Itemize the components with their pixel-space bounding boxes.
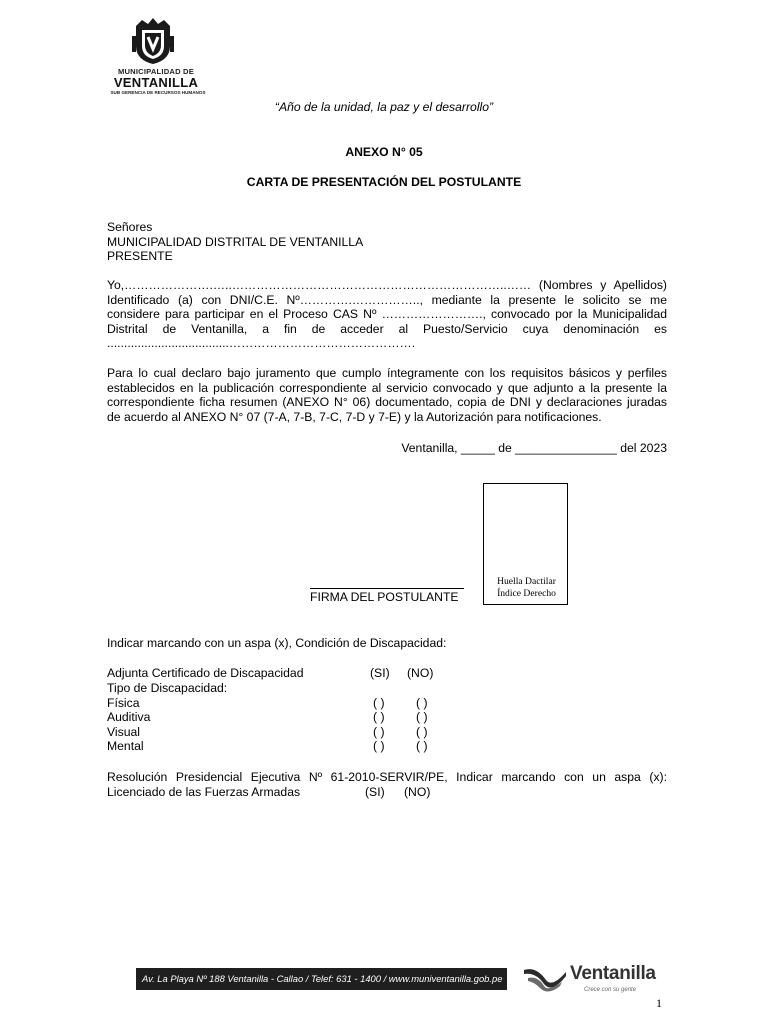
armed-forces-no: (NO) xyxy=(404,784,431,799)
footer-brand-logo xyxy=(522,960,662,1000)
body2-line-3: correspondiente ficha resumen (ANEXO N° 06) documentado, copia de DNI y declaraciones juradas xyxy=(107,395,667,410)
type-mental-label: Mental xyxy=(107,739,144,754)
body2-line-4: de acuerdo al ANEXO N° 07 (7-A, 7-B, 7-C, 7-D y 7-E) y la Autorización para notificaciones. xyxy=(107,409,602,424)
type-visual-no-box: ( ) xyxy=(416,724,428,739)
fingerprint-label-2: Índice Derecho xyxy=(497,588,556,599)
fingerprint-label-1: Huella Dactilar xyxy=(497,576,556,587)
type-mental-si-box: ( ) xyxy=(373,739,385,754)
type-mental-no-box: ( ) xyxy=(416,739,428,754)
certificate-label: Adjunta Certificado de Discapacidad xyxy=(107,666,304,680)
body2-line-1: Para lo cual declaro bajo juramento que cumplo íntegramente con los requisitos básicos y perfiles xyxy=(107,366,667,380)
document-title: CARTA DE PRESENTACIÓN DEL POSTULANTE xyxy=(246,175,522,189)
body1-line-5: ....................................………………………………………. xyxy=(107,336,416,351)
body1-line-2: Identificado (a) con DNI/C.E. Nº………….…………….., mediante la presente le solicito se me xyxy=(107,292,667,307)
body1-line-3: considere para participar en el Proceso CAS Nº ……………………., convocado por la Municipalidad xyxy=(107,307,667,322)
signature-line xyxy=(310,588,464,589)
logo-line-municipalidad: MUNICIPALIDAD DE xyxy=(117,67,195,76)
certificate-no: (NO) xyxy=(407,666,434,680)
addressee-line-2: MUNICIPALIDAD DISTRITAL DE VENTANILLA xyxy=(107,234,364,249)
signature-label: FIRMA DEL POSTULANTE xyxy=(310,590,459,604)
type-auditiva-si-box: ( ) xyxy=(373,710,385,725)
armed-forces-line-1: Resolución Presidencial Ejecutiva Nº 61-2010-SERVIR/PE, Indicar marcando con un aspa (x): xyxy=(107,770,667,784)
shield-crest-icon xyxy=(128,16,178,66)
addressee-line-3: PRESENTE xyxy=(107,249,173,264)
date-line: Ventanilla, _____ de _______________ del 2023 xyxy=(401,441,667,455)
body2-line-2: establecidos en la publicación correspondiente al servicio convocado y que adjunto a la presente la xyxy=(107,380,667,395)
annex-title: ANEXO N° 05 xyxy=(345,145,423,159)
page-number: 1 xyxy=(656,996,662,1010)
footer-brand-name: Ventanilla xyxy=(570,963,656,984)
footer-address-bar: Av. La Playa Nº 188 Ventanilla - Callao / Telef: 631 - 1400 / www.muniventanilla.gob.pe xyxy=(136,968,507,990)
disability-intro: Indicar marcando con un aspa (x), Condición de Discapacidad: xyxy=(107,636,447,650)
addressee-line-1: Señores xyxy=(107,220,153,234)
year-motto: “Año de la unidad, la paz y el desarrollo” xyxy=(274,100,494,114)
wave-logo-icon xyxy=(522,964,570,992)
municipality-logo xyxy=(106,16,210,96)
type-auditiva-label: Auditiva xyxy=(107,710,151,725)
type-auditiva-no-box: ( ) xyxy=(416,710,428,725)
body1-line-4: Distrital de Ventanilla, a fin de acceder al Puesto/Servicio cuya denominación es xyxy=(107,321,667,336)
logo-line-ventanilla: VENTANILLA xyxy=(113,75,199,90)
armed-forces-label: Licenciado de las Fuerzas Armadas xyxy=(107,784,301,799)
fingerprint-box xyxy=(483,483,568,605)
footer-tagline: Crece con su gente xyxy=(584,987,637,993)
type-visual-label: Visual xyxy=(107,724,140,739)
type-fisica-si-box: ( ) xyxy=(373,695,385,710)
armed-forces-yes: (SI) xyxy=(365,784,385,799)
type-visual-si-box: ( ) xyxy=(373,724,385,739)
type-fisica-label: Física xyxy=(107,695,140,710)
body1-line-1: Yo,………………….…..…………………………………………………………..…… (Nombres y Apellidos) xyxy=(107,278,667,292)
type-fisica-no-box: ( ) xyxy=(416,695,428,710)
disability-type-label: Tipo de Discapacidad: xyxy=(107,681,228,695)
logo-line-subgerencia: SUB GERENCIA DE RECURSOS HUMANOS xyxy=(110,90,206,95)
certificate-yes: (SI) xyxy=(370,666,390,680)
